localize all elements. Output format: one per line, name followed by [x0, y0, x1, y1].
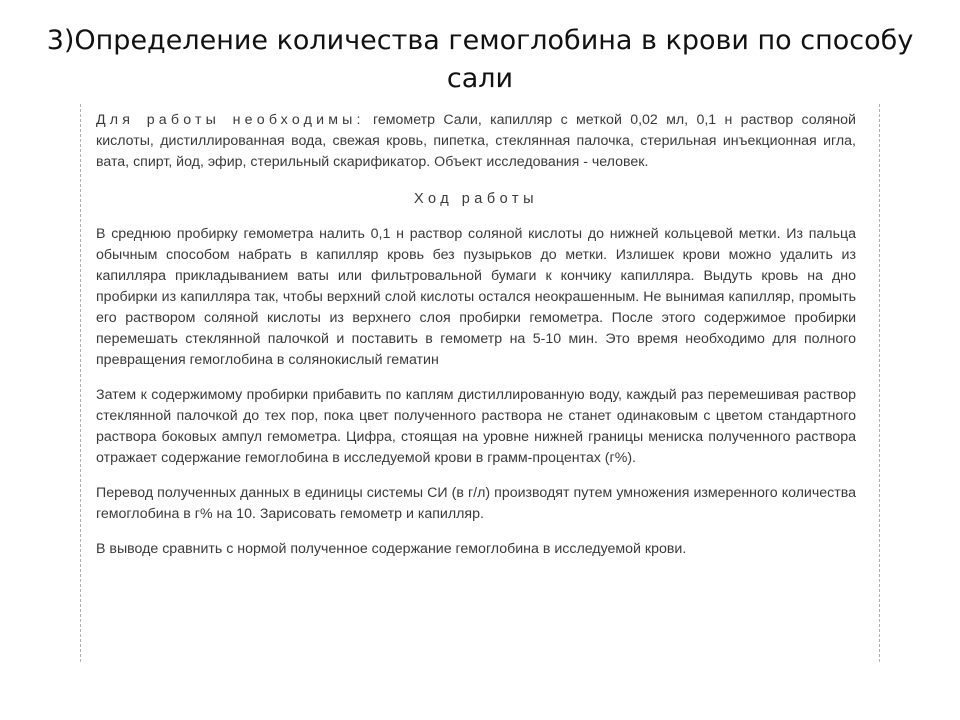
procedure-paragraph-1: В среднюю пробирку гемометра налить 0,1 н раствор соляной кислоты до нижней кольцевой метки. Из пальца обычным способом набрать в капилляр кровь без пузырьков до метки. Излишек крови можно удалить из капилляра прикладыванием ваты или фильтровальной бумаги к кончику капилляра. Выдуть кровь на дно пробирки из капилляра так, чтобы верхний слой кислоты остался неокрашенным. Не вынимая капилляр, промыть его раствором соляной кислоты из верхнего слоя пробирки гемометра. После этого содержимое пробирки перемешать стеклянной палочкой и поставить в гемометр на 5-10 мин. Это время необходимо для полного превращения гемоглобина в солянокислый гематин [96, 226, 856, 368]
slide-title-line-2: сали [446, 63, 514, 94]
conclusion-paragraph: В выводе сравнить с нормой полученное содержание гемоглобина в исследуемой крови. [96, 541, 687, 557]
slide-title-line-1: 3)Определение количества гемоглобина в крови по способу [46, 25, 914, 56]
procedure-paragraph-2: Затем к содержимому пробирки прибавить по каплям дистиллированную воду, каждый раз перемешивая раствор стеклянной палочкой до тех пор, пока цвет полученного раствора не станет одинаковым с цветом стандартного раствора боковых ампул гемометра. Цифра, стоящая на уровне нижней границы мениска полученного раствора отражает содержание гемоглобина в исследуемой крови в грамм-процентах (г%). [96, 387, 856, 466]
requirements-lead: Для работы необходимы: [96, 112, 365, 128]
requirements-list: гемометр Сали, капилляр с меткой 0,02 мл, 0,1 н раствор соляной кислоты, дистиллированная вода, свежая кровь, пипетка, стеклянная палочка, стерильная инъекционная игла, вата, спирт, йод, эфир, стерильный скарификатор. Объект исследования - человек. [96, 112, 856, 170]
slide-title [40, 22, 920, 98]
scanned-document [96, 110, 856, 560]
procedure-heading: Ход работы [414, 191, 538, 207]
procedure-paragraph-3: Перевод полученных данных в единицы системы СИ (в г/л) производят путем умножения измеренного количества гемоглобина в г% на 10. Зарисовать гемометр и капилляр. [96, 485, 856, 522]
requirements-paragraph [96, 110, 856, 173]
